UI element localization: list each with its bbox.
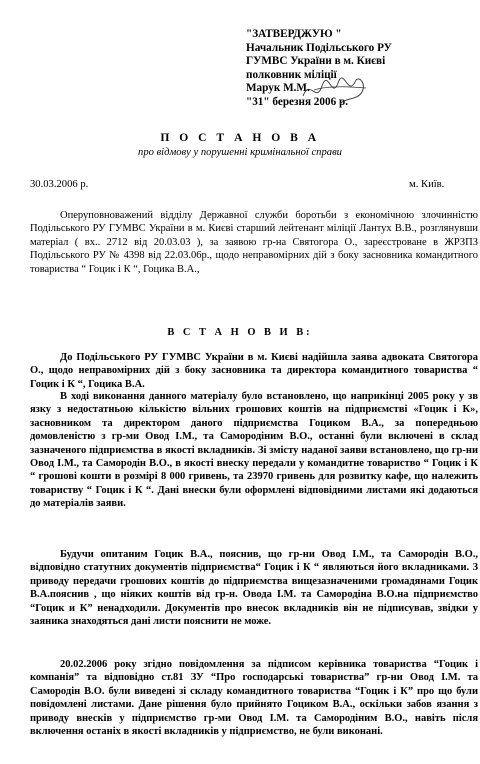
document-date: 30.03.2006 р. xyxy=(30,179,89,190)
intro-paragraph xyxy=(30,209,478,276)
approval-line: Начальник Подільського РУ xyxy=(246,41,392,54)
paragraph-text: До Подільського РУ ГУМВС України в м. Києві надійшла заява адвоката Святогора О., щодо неправомірних дій з боку засновника та директора командитного товариства “ Гоцик і К “, Гоцика В.А. xyxy=(30,352,478,390)
paragraph-text: 20.02.2006 року згідно повідомлення за підписом керівника товариства “Гоцик і компанія” та відповідно ст.81 ЗУ “Про господарські товариства” гр-ни Овод І.М. та Самородін В.О. були виведені зі складу командитного товариства “Гоцик і К” про що були повідомлені листами. Дане рішення було прийнято Гоциком В.А., оскільки забов язання з приводу внесків у підприємство гр-ми Овод І.М. та Самородіним В.О., навіть після включення останіх в якості вкладників у підприємство, не були виконані. xyxy=(30,659,478,738)
approval-line: полковник міліції xyxy=(246,68,337,81)
paragraph-text: Будучи опитаним Гоцик В.А., пояснив, що гр-ни Овод І.М., та Самородін В.О., відповідно статутних документів підприємства“ Гоцик і К “ являються його вкладниками. З приводу передачи грошових коштів до підприємства вищезазначеними громадянами Гоцик В.А.пояснив , що ніяких коштів від гр-н. Овода І.М. та Самородіна В.О.на підприємство “Гоцик и К” ненадходили. Документів про внесок вкладників він не підписував, звідки у заяника знаходяться дані листи пояснити не може. xyxy=(30,549,478,628)
paragraph-decision xyxy=(30,658,478,738)
paragraph-text: В ході виконання данного матеріалу було встановлено, що наприкінці 2005 року у зв язку з недостатньою кількістю вільних грошових коштів на підприємстві «Гоцик і К», засновником та директором даного підприємства Гоциком В.А., за попередньою домовленістю з гр-ми Овод І.М., та Самородіним В.О., останні були включені в склад зазначеного підприємства в якості вкладників. Зі змісту наданої заяви встановлено, що гр-ни Овод І.М., та Самородін В.О., в якості внеску передали у командитне товариство “ Гоцик і К “ грошові кошти в розмірі 8 000 гривень, та 23970 гривень для розвитку кафе, що належить товариству “ Гоцик і К “. Дані внески були оформлені відповідними листами які додаються до матеріалів заяви. xyxy=(30,391,478,510)
document-city: м. Київ. xyxy=(409,179,445,190)
paragraph-complaint xyxy=(30,351,478,391)
approval-line: "31" березня 2006 р. xyxy=(246,95,348,108)
intro-text: Оперуповноважений відділу Державної служби боротьби з економічною злочинністю Подільського РУ ГУМВС України в м. Києві старший лейтенант міліції Лантух В.В., розглянувши матеріал ( вх.. 2712 від 20.03.03 ), за заявою гр-на Святогора О., зареєстроване в ЖРЗПЗ Подільського РУ № 4398 від 22.03.06р., щодо неправомірних дій з боку засновника командитного товариства “ Гоцик і К “, Гоцика В.А., xyxy=(30,210,478,275)
established-heading: В С Т А Н О В И В: xyxy=(167,327,313,338)
paragraph-findings xyxy=(30,390,478,511)
paragraph-testimony xyxy=(30,548,478,628)
document-subtitle: про відмову у порушенні кримінальної справи xyxy=(138,147,342,158)
document-title: П О С Т А Н О В А xyxy=(160,131,320,144)
handwritten-signature xyxy=(300,74,370,108)
approval-line: "ЗАТВЕРДЖУЮ " xyxy=(246,28,342,40)
approval-line: Марук М.М. xyxy=(246,82,310,95)
approval-line: ГУМВС України в м. Києві xyxy=(246,55,386,68)
